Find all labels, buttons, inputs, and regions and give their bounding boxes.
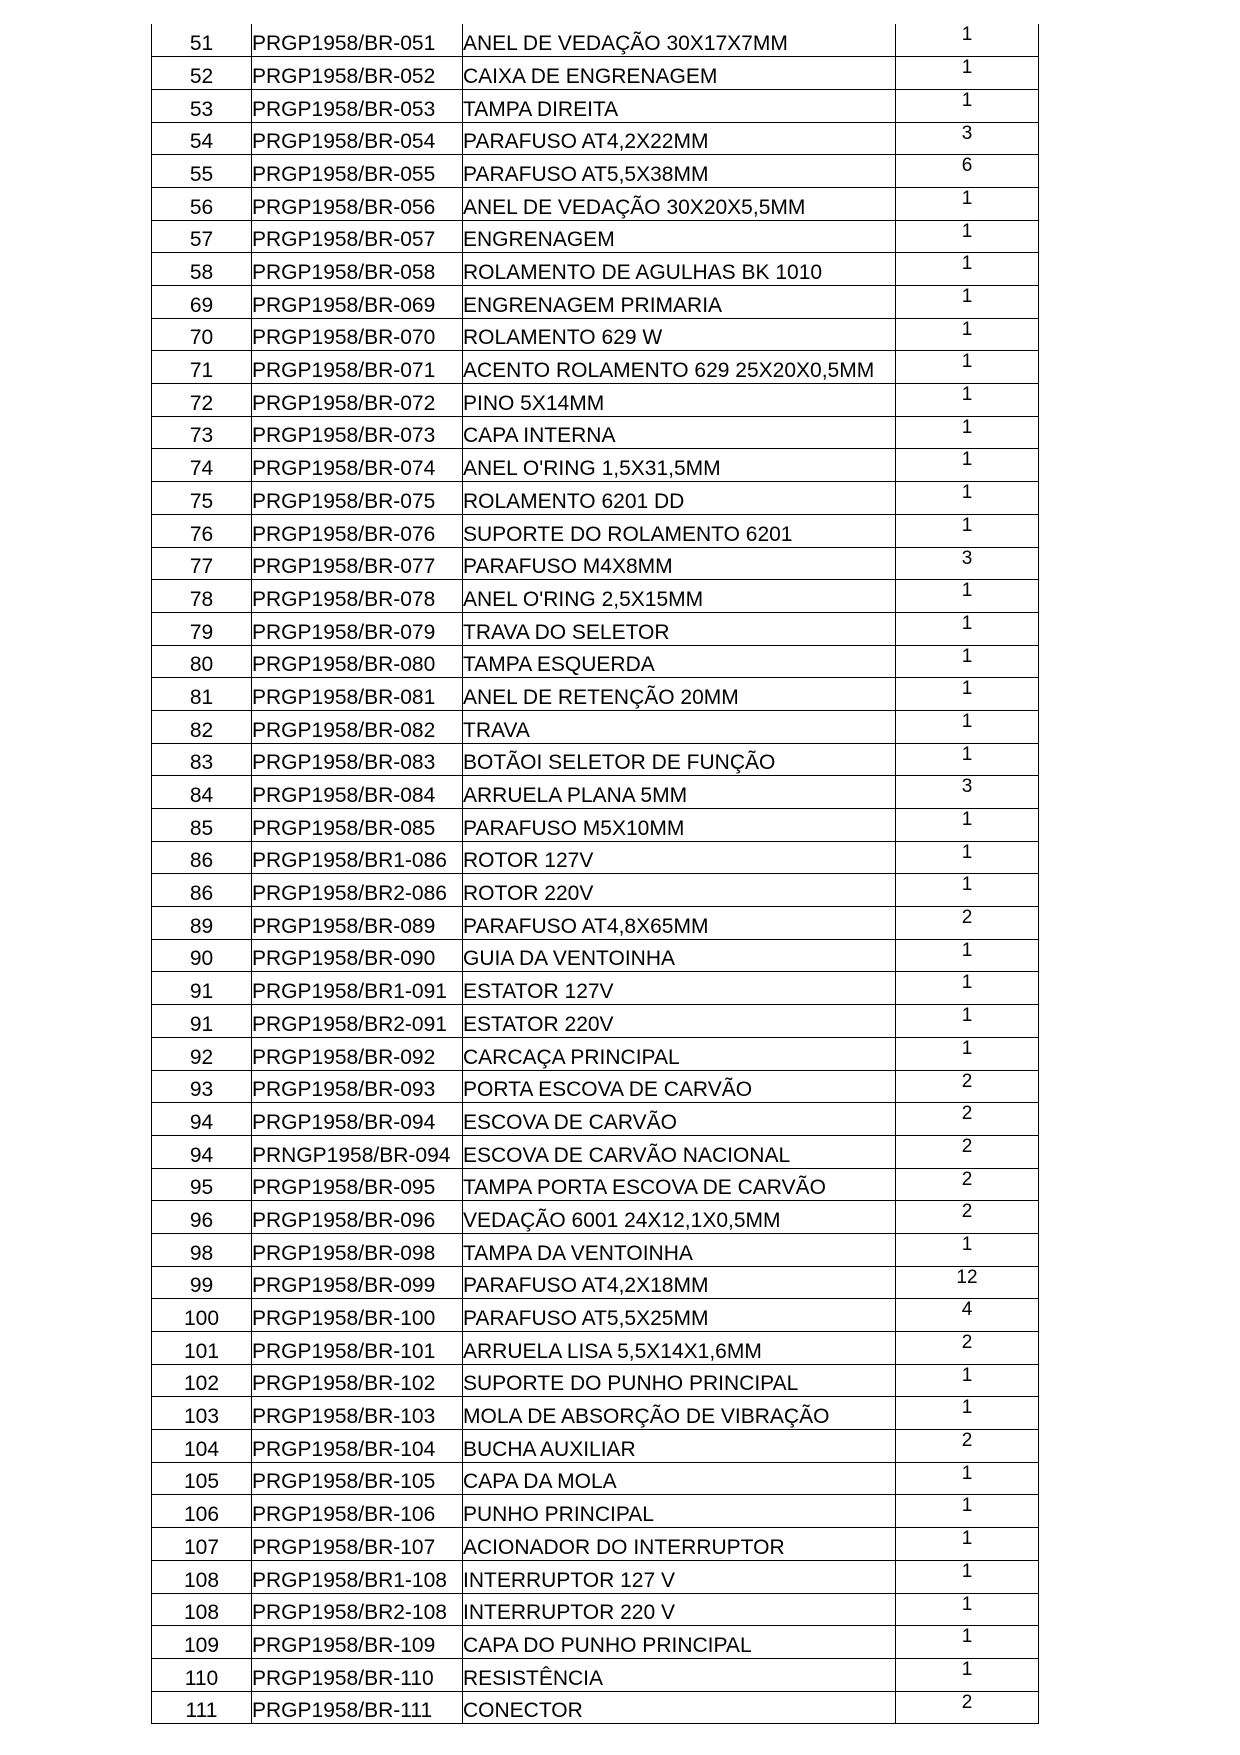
quantity-cell: 1 <box>896 482 1039 515</box>
table-row <box>152 809 1039 842</box>
description-cell: BOTÃOI SELETOR DE FUNÇÃO <box>463 743 896 776</box>
part-code-cell: PRGP1958/BR-106 <box>252 1495 463 1528</box>
part-code-cell: PRGP1958/BR-054 <box>252 122 463 155</box>
item-number-cell: 90 <box>152 939 252 972</box>
quantity-cell: 1 <box>896 1626 1039 1659</box>
table-row <box>152 678 1039 711</box>
description-cell: PARAFUSO M4X8MM <box>463 547 896 580</box>
table-row <box>152 1299 1039 1332</box>
item-number-cell: 71 <box>152 351 252 384</box>
description-cell: PARAFUSO AT5,5X25MM <box>463 1299 896 1332</box>
item-number-cell: 54 <box>152 122 252 155</box>
part-code-cell: PRGP1958/BR-070 <box>252 318 463 351</box>
description-cell: INTERRUPTOR 127 V <box>463 1560 896 1593</box>
item-number-cell: 75 <box>152 482 252 515</box>
item-number-cell: 69 <box>152 286 252 319</box>
item-number-cell: 108 <box>152 1560 252 1593</box>
item-number-cell: 102 <box>152 1364 252 1397</box>
table-row <box>152 1430 1039 1463</box>
description-cell: ROLAMENTO DE AGULHAS BK 1010 <box>463 253 896 286</box>
quantity-cell: 2 <box>896 1135 1039 1168</box>
quantity-cell: 1 <box>896 416 1039 449</box>
table-row <box>152 874 1039 907</box>
quantity-cell: 1 <box>896 645 1039 678</box>
description-cell: ESCOVA DE CARVÃO NACIONAL <box>463 1135 896 1168</box>
quantity-cell: 1 <box>896 1560 1039 1593</box>
part-code-cell: PRGP1958/BR-073 <box>252 416 463 449</box>
item-number-cell: 83 <box>152 743 252 776</box>
table-row <box>152 253 1039 286</box>
description-cell: MOLA DE ABSORÇÃO DE VIBRAÇÃO <box>463 1397 896 1430</box>
description-cell: TRAVA DO SELETOR <box>463 612 896 645</box>
quantity-cell: 1 <box>896 580 1039 613</box>
part-code-cell: PRGP1958/BR-079 <box>252 612 463 645</box>
item-number-cell: 95 <box>152 1168 252 1201</box>
part-code-cell: PRGP1958/BR-094 <box>252 1103 463 1136</box>
table-row <box>152 547 1039 580</box>
item-number-cell: 53 <box>152 89 252 122</box>
table-row <box>152 1691 1039 1724</box>
table-row <box>152 449 1039 482</box>
part-code-cell: PRGP1958/BR-083 <box>252 743 463 776</box>
item-number-cell: 58 <box>152 253 252 286</box>
quantity-cell: 1 <box>896 874 1039 907</box>
quantity-cell: 1 <box>896 1658 1039 1691</box>
description-cell: RESISTÊNCIA <box>463 1658 896 1691</box>
item-number-cell: 99 <box>152 1266 252 1299</box>
quantity-cell: 1 <box>896 841 1039 874</box>
part-code-cell: PRGP1958/BR-109 <box>252 1626 463 1659</box>
quantity-cell: 1 <box>896 743 1039 776</box>
quantity-cell: 1 <box>896 57 1039 90</box>
description-cell: TAMPA DA VENTOINHA <box>463 1233 896 1266</box>
part-code-cell: PRGP1958/BR1-108 <box>252 1560 463 1593</box>
quantity-cell: 1 <box>896 939 1039 972</box>
table-row <box>152 710 1039 743</box>
quantity-cell: 1 <box>896 449 1039 482</box>
part-code-cell: PRGP1958/BR2-086 <box>252 874 463 907</box>
quantity-cell: 2 <box>896 1430 1039 1463</box>
item-number-cell: 86 <box>152 874 252 907</box>
description-cell: CAPA INTERNA <box>463 416 896 449</box>
part-code-cell: PRGP1958/BR1-086 <box>252 841 463 874</box>
quantity-cell: 2 <box>896 1070 1039 1103</box>
table-row <box>152 1593 1039 1626</box>
part-code-cell: PRGP1958/BR-081 <box>252 678 463 711</box>
table-row <box>152 776 1039 809</box>
part-code-cell: PRGP1958/BR-072 <box>252 384 463 417</box>
description-cell: CAPA DO PUNHO PRINCIPAL <box>463 1626 896 1659</box>
part-code-cell: PRGP1958/BR-056 <box>252 187 463 220</box>
quantity-cell: 1 <box>896 253 1039 286</box>
description-cell: ARRUELA PLANA 5MM <box>463 776 896 809</box>
item-number-cell: 74 <box>152 449 252 482</box>
quantity-cell: 1 <box>896 1037 1039 1070</box>
description-cell: ENGRENAGEM <box>463 220 896 253</box>
part-code-cell: PRGP1958/BR-102 <box>252 1364 463 1397</box>
item-number-cell: 89 <box>152 907 252 940</box>
part-code-cell: PRGP1958/BR-098 <box>252 1233 463 1266</box>
part-code-cell: PRGP1958/BR2-091 <box>252 1005 463 1038</box>
item-number-cell: 91 <box>152 1005 252 1038</box>
quantity-cell: 1 <box>896 1495 1039 1528</box>
parts-table-body <box>152 24 1039 1724</box>
quantity-cell: 3 <box>896 122 1039 155</box>
quantity-cell: 1 <box>896 809 1039 842</box>
item-number-cell: 52 <box>152 57 252 90</box>
description-cell: PARAFUSO AT4,2X18MM <box>463 1266 896 1299</box>
part-code-cell: PRGP1958/BR-076 <box>252 514 463 547</box>
quantity-cell: 1 <box>896 612 1039 645</box>
item-number-cell: 110 <box>152 1658 252 1691</box>
table-row <box>152 89 1039 122</box>
part-code-cell: PRGP1958/BR-051 <box>252 24 463 57</box>
part-code-cell: PRGP1958/BR-092 <box>252 1037 463 1070</box>
quantity-cell: 1 <box>896 1364 1039 1397</box>
part-code-cell: PRGP1958/BR-105 <box>252 1462 463 1495</box>
description-cell: SUPORTE DO PUNHO PRINCIPAL <box>463 1364 896 1397</box>
quantity-cell: 1 <box>896 384 1039 417</box>
quantity-cell: 1 <box>896 710 1039 743</box>
table-row <box>152 318 1039 351</box>
table-row <box>152 187 1039 220</box>
quantity-cell: 1 <box>896 1397 1039 1430</box>
table-row <box>152 972 1039 1005</box>
description-cell: ANEL O'RING 1,5X31,5MM <box>463 449 896 482</box>
quantity-cell: 1 <box>896 1528 1039 1561</box>
table-row <box>152 580 1039 613</box>
item-number-cell: 57 <box>152 220 252 253</box>
description-cell: ROLAMENTO 629 W <box>463 318 896 351</box>
item-number-cell: 82 <box>152 710 252 743</box>
description-cell: ANEL DE VEDAÇÃO 30X17X7MM <box>463 24 896 57</box>
quantity-cell: 1 <box>896 286 1039 319</box>
description-cell: VEDAÇÃO 6001 24X12,1X0,5MM <box>463 1201 896 1234</box>
description-cell: PARAFUSO AT4,2X22MM <box>463 122 896 155</box>
item-number-cell: 56 <box>152 187 252 220</box>
item-number-cell: 86 <box>152 841 252 874</box>
description-cell: ANEL DE VEDAÇÃO 30X20X5,5MM <box>463 187 896 220</box>
description-cell: BUCHA AUXILIAR <box>463 1430 896 1463</box>
description-cell: ENGRENAGEM PRIMARIA <box>463 286 896 319</box>
table-row <box>152 1528 1039 1561</box>
description-cell: ROTOR 127V <box>463 841 896 874</box>
table-row <box>152 645 1039 678</box>
description-cell: TAMPA DIREITA <box>463 89 896 122</box>
description-cell: CONECTOR <box>463 1691 896 1724</box>
table-row <box>152 907 1039 940</box>
part-code-cell: PRGP1958/BR-077 <box>252 547 463 580</box>
item-number-cell: 106 <box>152 1495 252 1528</box>
part-code-cell: PRGP1958/BR-069 <box>252 286 463 319</box>
part-code-cell: PRGP1958/BR-099 <box>252 1266 463 1299</box>
description-cell: PARAFUSO M5X10MM <box>463 809 896 842</box>
item-number-cell: 104 <box>152 1430 252 1463</box>
quantity-cell: 1 <box>896 1005 1039 1038</box>
description-cell: TAMPA ESQUERDA <box>463 645 896 678</box>
description-cell: ROTOR 220V <box>463 874 896 907</box>
table-row <box>152 1266 1039 1299</box>
quantity-cell: 2 <box>896 1168 1039 1201</box>
part-code-cell: PRGP1958/BR-110 <box>252 1658 463 1691</box>
table-row <box>152 1103 1039 1136</box>
quantity-cell: 2 <box>896 1201 1039 1234</box>
quantity-cell: 1 <box>896 89 1039 122</box>
item-number-cell: 94 <box>152 1103 252 1136</box>
item-number-cell: 100 <box>152 1299 252 1332</box>
item-number-cell: 111 <box>152 1691 252 1724</box>
description-cell: CAPA DA MOLA <box>463 1462 896 1495</box>
item-number-cell: 94 <box>152 1135 252 1168</box>
table-row <box>152 416 1039 449</box>
table-row <box>152 286 1039 319</box>
table-row <box>152 612 1039 645</box>
item-number-cell: 105 <box>152 1462 252 1495</box>
description-cell: ROLAMENTO 6201 DD <box>463 482 896 515</box>
part-code-cell: PRGP1958/BR-111 <box>252 1691 463 1724</box>
item-number-cell: 107 <box>152 1528 252 1561</box>
part-code-cell: PRGP1958/BR-095 <box>252 1168 463 1201</box>
description-cell: ANEL DE RETENÇÃO 20MM <box>463 678 896 711</box>
item-number-cell: 72 <box>152 384 252 417</box>
description-cell: SUPORTE DO ROLAMENTO 6201 <box>463 514 896 547</box>
item-number-cell: 92 <box>152 1037 252 1070</box>
table-row <box>152 24 1039 57</box>
description-cell: ACENTO ROLAMENTO 629 25X20X0,5MM <box>463 351 896 384</box>
table-row <box>152 1168 1039 1201</box>
table-row <box>152 57 1039 90</box>
table-row <box>152 1201 1039 1234</box>
quantity-cell: 3 <box>896 776 1039 809</box>
description-cell: PUNHO PRINCIPAL <box>463 1495 896 1528</box>
item-number-cell: 51 <box>152 24 252 57</box>
description-cell: PINO 5X14MM <box>463 384 896 417</box>
quantity-cell: 1 <box>896 1593 1039 1626</box>
item-number-cell: 70 <box>152 318 252 351</box>
quantity-cell: 1 <box>896 1233 1039 1266</box>
item-number-cell: 109 <box>152 1626 252 1659</box>
description-cell: ARRUELA LISA 5,5X14X1,6MM <box>463 1332 896 1365</box>
quantity-cell: 1 <box>896 1462 1039 1495</box>
table-row <box>152 482 1039 515</box>
part-code-cell: PRGP1958/BR-078 <box>252 580 463 613</box>
table-row <box>152 939 1039 972</box>
part-code-cell: PRGP1958/BR-058 <box>252 253 463 286</box>
description-cell: ESCOVA DE CARVÃO <box>463 1103 896 1136</box>
item-number-cell: 55 <box>152 155 252 188</box>
part-code-cell: PRGP1958/BR-089 <box>252 907 463 940</box>
part-code-cell: PRGP1958/BR-075 <box>252 482 463 515</box>
table-row <box>152 1037 1039 1070</box>
item-number-cell: 85 <box>152 809 252 842</box>
description-cell: CAIXA DE ENGRENAGEM <box>463 57 896 90</box>
table-row <box>152 1462 1039 1495</box>
part-code-cell: PRGP1958/BR-103 <box>252 1397 463 1430</box>
table-row <box>152 1560 1039 1593</box>
part-code-cell: PRGP1958/BR-057 <box>252 220 463 253</box>
item-number-cell: 98 <box>152 1233 252 1266</box>
description-cell: TRAVA <box>463 710 896 743</box>
table-row <box>152 155 1039 188</box>
part-code-cell: PRGP1958/BR1-091 <box>252 972 463 1005</box>
table-row <box>152 1070 1039 1103</box>
table-row <box>152 1332 1039 1365</box>
quantity-cell: 3 <box>896 547 1039 580</box>
table-row <box>152 1135 1039 1168</box>
parts-table <box>151 24 1039 1724</box>
table-row <box>152 1626 1039 1659</box>
table-row <box>152 514 1039 547</box>
table-row <box>152 220 1039 253</box>
table-row <box>152 1233 1039 1266</box>
quantity-cell: 2 <box>896 1103 1039 1136</box>
item-number-cell: 76 <box>152 514 252 547</box>
part-code-cell: PRGP1958/BR-107 <box>252 1528 463 1561</box>
description-cell: PARAFUSO AT4,8X65MM <box>463 907 896 940</box>
item-number-cell: 101 <box>152 1332 252 1365</box>
description-cell: ESTATOR 220V <box>463 1005 896 1038</box>
quantity-cell: 1 <box>896 514 1039 547</box>
quantity-cell: 1 <box>896 220 1039 253</box>
table-row <box>152 1397 1039 1430</box>
part-code-cell: PRGP1958/BR-093 <box>252 1070 463 1103</box>
item-number-cell: 73 <box>152 416 252 449</box>
table-row <box>152 122 1039 155</box>
quantity-cell: 2 <box>896 1332 1039 1365</box>
table-row <box>152 1658 1039 1691</box>
item-number-cell: 91 <box>152 972 252 1005</box>
description-cell: ANEL O'RING 2,5X15MM <box>463 580 896 613</box>
part-code-cell: PRGP1958/BR-080 <box>252 645 463 678</box>
item-number-cell: 77 <box>152 547 252 580</box>
part-code-cell: PRNGP1958/BR-094 <box>252 1135 463 1168</box>
part-code-cell: PRGP1958/BR-074 <box>252 449 463 482</box>
item-number-cell: 78 <box>152 580 252 613</box>
table-row <box>152 351 1039 384</box>
quantity-cell: 1 <box>896 24 1039 57</box>
table-row <box>152 1005 1039 1038</box>
description-cell: TAMPA PORTA ESCOVA DE CARVÃO <box>463 1168 896 1201</box>
part-code-cell: PRGP1958/BR-084 <box>252 776 463 809</box>
item-number-cell: 80 <box>152 645 252 678</box>
description-cell: GUIA DA VENTOINHA <box>463 939 896 972</box>
table-row <box>152 1364 1039 1397</box>
part-code-cell: PRGP1958/BR2-108 <box>252 1593 463 1626</box>
description-cell: ESTATOR 127V <box>463 972 896 1005</box>
quantity-cell: 1 <box>896 678 1039 711</box>
table-row <box>152 384 1039 417</box>
part-code-cell: PRGP1958/BR-090 <box>252 939 463 972</box>
description-cell: PARAFUSO AT5,5X38MM <box>463 155 896 188</box>
item-number-cell: 84 <box>152 776 252 809</box>
description-cell: PORTA ESCOVA DE CARVÃO <box>463 1070 896 1103</box>
quantity-cell: 1 <box>896 318 1039 351</box>
part-code-cell: PRGP1958/BR-101 <box>252 1332 463 1365</box>
part-code-cell: PRGP1958/BR-082 <box>252 710 463 743</box>
quantity-cell: 1 <box>896 351 1039 384</box>
item-number-cell: 93 <box>152 1070 252 1103</box>
part-code-cell: PRGP1958/BR-053 <box>252 89 463 122</box>
item-number-cell: 79 <box>152 612 252 645</box>
part-code-cell: PRGP1958/BR-104 <box>252 1430 463 1463</box>
part-code-cell: PRGP1958/BR-052 <box>252 57 463 90</box>
table-row <box>152 743 1039 776</box>
quantity-cell: 12 <box>896 1266 1039 1299</box>
table-row <box>152 1495 1039 1528</box>
item-number-cell: 81 <box>152 678 252 711</box>
quantity-cell: 6 <box>896 155 1039 188</box>
quantity-cell: 2 <box>896 907 1039 940</box>
part-code-cell: PRGP1958/BR-096 <box>252 1201 463 1234</box>
quantity-cell: 1 <box>896 972 1039 1005</box>
part-code-cell: PRGP1958/BR-055 <box>252 155 463 188</box>
description-cell: ACIONADOR DO INTERRUPTOR <box>463 1528 896 1561</box>
part-code-cell: PRGP1958/BR-071 <box>252 351 463 384</box>
part-code-cell: PRGP1958/BR-100 <box>252 1299 463 1332</box>
table-row <box>152 841 1039 874</box>
item-number-cell: 96 <box>152 1201 252 1234</box>
part-code-cell: PRGP1958/BR-085 <box>252 809 463 842</box>
item-number-cell: 103 <box>152 1397 252 1430</box>
item-number-cell: 108 <box>152 1593 252 1626</box>
quantity-cell: 4 <box>896 1299 1039 1332</box>
quantity-cell: 2 <box>896 1691 1039 1724</box>
description-cell: INTERRUPTOR 220 V <box>463 1593 896 1626</box>
description-cell: CARCAÇA PRINCIPAL <box>463 1037 896 1070</box>
quantity-cell: 1 <box>896 187 1039 220</box>
